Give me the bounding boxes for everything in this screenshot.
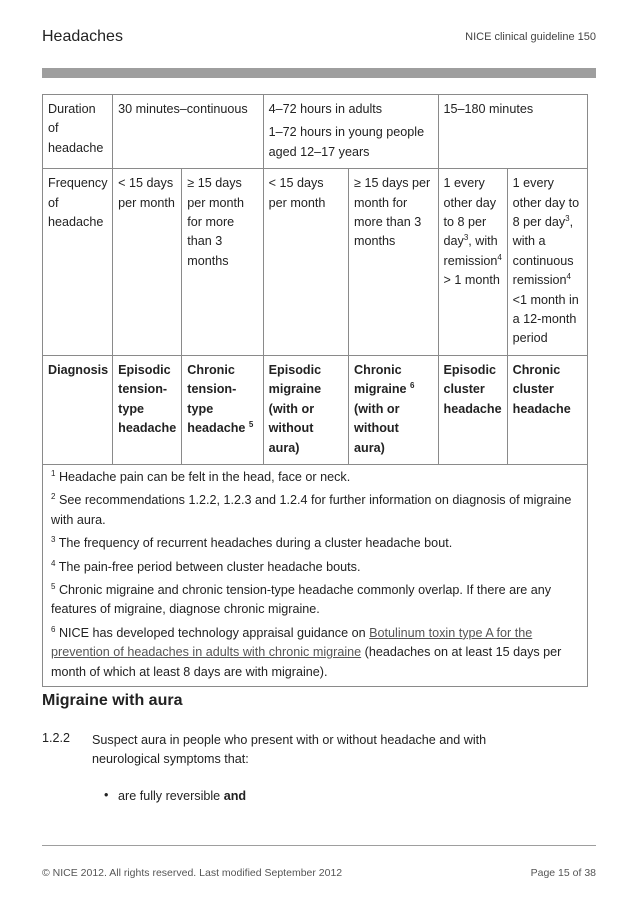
footnote-4 (51, 558, 579, 577)
duration-migraine-adults: 4–72 hours in adults (268, 102, 383, 116)
footnote-number: 2 (51, 492, 56, 502)
freq-text: <1 month in a 12-month period (512, 292, 579, 346)
footnote-number: 3 (51, 535, 56, 545)
freq-text: 1 every other day to 8 per day (512, 176, 580, 230)
cell-duration-cluster: 15–180 minutes (438, 95, 588, 169)
freq-text: , with remission (443, 234, 498, 268)
footnotes-cell (43, 464, 588, 686)
table-row-frequency (43, 169, 588, 356)
recommendation-text: Suspect aura in people who present with or without headache and with neurological symptoms that: (92, 733, 487, 767)
row-header-duration: Duration of headache (43, 95, 113, 169)
footnote-text: Chronic migraine and chronic tension-type headache commonly overlap. If there are any features of migraine, diagnose chronic migraine. (51, 582, 552, 617)
table-row-duration (43, 95, 588, 169)
footnote-number: 4 (51, 558, 56, 568)
recommendation-number: 1.2.2 (42, 731, 71, 745)
footnote-number: 5 (51, 581, 56, 591)
footnote-ref: 5 (248, 420, 254, 430)
cell-freq-chronic-cluster (507, 169, 587, 356)
freq-text: > 1 month (443, 273, 500, 288)
cell-diag-chronic-tension (182, 355, 263, 464)
cell-diag-chronic-cluster: Chronic cluster headache (507, 355, 587, 464)
cell-diag-chronic-migraine (349, 355, 438, 464)
footnote-2 (51, 491, 579, 530)
bullet-item (118, 789, 246, 803)
cell-freq-episodic-migraine: < 15 days per month (263, 169, 348, 356)
duration-migraine-young: 1–72 hours in young people aged 12–17 years (268, 125, 425, 159)
footnote-text: The frequency of recurrent headaches during a cluster headache bout. (58, 536, 453, 551)
table-row-diagnosis (43, 355, 588, 464)
footer-divider (42, 845, 596, 846)
footnote-text: The pain-free period between cluster headache bouts. (58, 559, 361, 574)
footnote-6 (51, 624, 579, 682)
header-divider-bar (42, 68, 596, 78)
cell-freq-episodic-tension: < 15 days per month (113, 169, 182, 356)
row-header-frequency: Frequency of headache (43, 169, 113, 356)
botulinum-guidance-link[interactable]: Botulinum toxin type A for the prevention of headaches in adults with chronic migraine (51, 625, 533, 660)
section-heading: Migraine with aura (42, 692, 183, 709)
freq-text: , with a continuous remission (512, 215, 574, 288)
cell-diag-episodic-migraine: Episodic migraine (with or without aura) (263, 355, 348, 464)
footnote-text: Headache pain can be felt in the head, face or neck. (58, 469, 351, 484)
table-row-footnotes (43, 464, 588, 686)
cell-freq-chronic-tension: ≥ 15 days per month for more than 3 months (182, 169, 263, 356)
footnote-ref: 3 (565, 214, 570, 224)
footnote-ref: 3 (463, 233, 469, 243)
diag-text: (with or without aura) (354, 401, 400, 455)
footnote-ref: 6 (410, 381, 415, 391)
row-header-diagnosis: Diagnosis (43, 355, 113, 464)
footnote-ref: 4 (566, 272, 571, 282)
footnote-5 (51, 581, 579, 620)
cell-duration-migraine (263, 95, 438, 169)
page-header-title: Headaches (42, 28, 123, 45)
cell-diag-episodic-cluster: Episodic cluster headache (438, 355, 507, 464)
cell-freq-episodic-cluster (438, 169, 507, 356)
cell-diag-episodic-tension: Episodic tension-type headache (113, 355, 182, 464)
bullet-text: are fully reversible (118, 789, 221, 803)
headache-classification-table (42, 94, 588, 687)
diag-text: Chronic migraine (354, 362, 407, 397)
page-number: Page 15 of 38 (530, 867, 596, 879)
cell-duration-tension: 30 minutes–continuous (113, 95, 263, 169)
footnote-ref: 4 (497, 252, 502, 262)
bullet-bold-text: and (223, 789, 247, 803)
cell-freq-chronic-migraine: ≥ 15 days per month for more than 3 months (349, 169, 438, 356)
footnote-number: 1 (51, 468, 56, 478)
diag-text: Chronic tension-type headache (187, 362, 246, 436)
footnote-1 (51, 468, 579, 487)
footnote-text: NICE has developed technology appraisal guidance on (58, 625, 370, 640)
freq-text: 1 every other day to 8 per day (443, 176, 497, 249)
footnote-number: 6 (51, 624, 56, 634)
footnote-text: See recommendations 1.2.2, 1.2.3 and 1.2.4 for further information on diagnosis of migraine with aura. (51, 493, 572, 527)
guideline-label: NICE clinical guideline 150 (465, 31, 596, 43)
footer-copyright: © NICE 2012. All rights reserved. Last modified September 2012 (42, 867, 343, 879)
bullet-dot-icon: • (104, 788, 109, 802)
footnote-3 (51, 534, 579, 553)
footnote-text: (headaches on at least 15 days per month of which at least 8 days are with migraine). (51, 645, 562, 679)
